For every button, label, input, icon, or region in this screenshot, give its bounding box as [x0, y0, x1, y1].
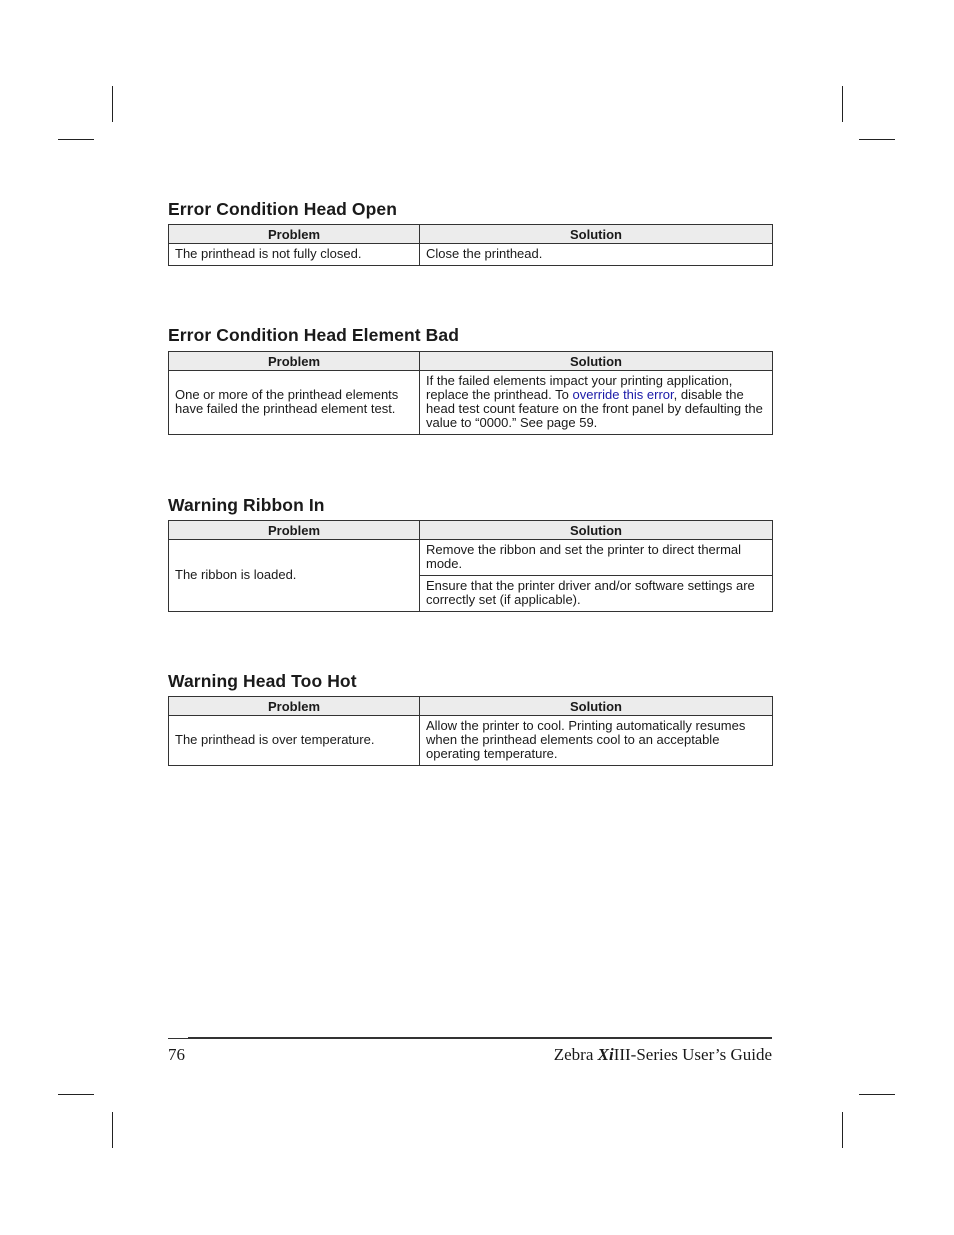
guide-suffix: III-Series User’s Guide [613, 1045, 772, 1064]
header-solution: Solution [420, 697, 773, 716]
crop-mark [842, 86, 843, 122]
table-row [169, 371, 773, 435]
solution-cell: Remove the ribbon and set the printer to direct thermal mode. [420, 540, 773, 576]
table-header-row [169, 225, 773, 244]
table-header-row [169, 697, 773, 716]
guide-title [554, 1045, 772, 1065]
crop-mark [859, 139, 895, 140]
section-title-head-open: Error Condition Head Open [168, 199, 398, 219]
table-ribbon-in [168, 520, 773, 612]
table-header-row [169, 352, 773, 371]
solution-cell [420, 371, 773, 435]
table-row [169, 244, 773, 266]
section-title-head-too-hot: Warning Head Too Hot [168, 671, 357, 691]
header-problem: Problem [169, 697, 420, 716]
table-row [169, 716, 773, 766]
table-head-too-hot [168, 696, 773, 766]
header-solution: Solution [420, 225, 773, 244]
problem-cell: One or more of the printhead elements have failed the printhead element test. [169, 371, 420, 435]
header-solution: Solution [420, 521, 773, 540]
section-title-ribbon-in: Warning Ribbon In [168, 495, 325, 515]
crop-mark [842, 1112, 843, 1148]
problem-cell: The printhead is not fully closed. [169, 244, 420, 266]
crop-mark [58, 139, 94, 140]
solution-cell: Allow the printer to cool. Printing automatically resumes when the printhead elements cool to an acceptable operating temperature. [420, 716, 773, 766]
problem-cell: The ribbon is loaded. [169, 540, 420, 612]
guide-prefix: Zebra [553, 1045, 598, 1064]
solution-cell: Close the printhead. [420, 244, 773, 266]
section-title-head-element-bad: Error Condition Head Element Bad [168, 325, 460, 345]
crop-mark [58, 1094, 94, 1095]
crop-mark [112, 86, 113, 122]
table-header-row [169, 521, 773, 540]
footer-rule [168, 1037, 772, 1039]
guide-xi: Xi [597, 1045, 614, 1064]
header-problem: Problem [169, 521, 420, 540]
table-head-open [168, 224, 773, 266]
solution-text: If the failed elements impact your printing application, replace the printhead. To [426, 373, 733, 402]
table-row [169, 540, 773, 576]
solution-text: , disable the head test count feature on the front panel by defaulting the value to “0000.” See page 59. [426, 387, 763, 430]
table-head-element-bad [168, 351, 773, 435]
page-number: 76 [168, 1045, 185, 1064]
crop-mark [112, 1112, 113, 1148]
solution-cell: Ensure that the printer driver and/or software settings are correctly set (if applicable). [420, 576, 773, 612]
override-error-link[interactable]: override this error [572, 387, 674, 402]
header-problem: Problem [169, 352, 420, 371]
problem-cell: The printhead is over temperature. [169, 716, 420, 766]
header-problem: Problem [169, 225, 420, 244]
footer-rule-accent [168, 1037, 188, 1038]
crop-mark [859, 1094, 895, 1095]
header-solution: Solution [420, 352, 773, 371]
